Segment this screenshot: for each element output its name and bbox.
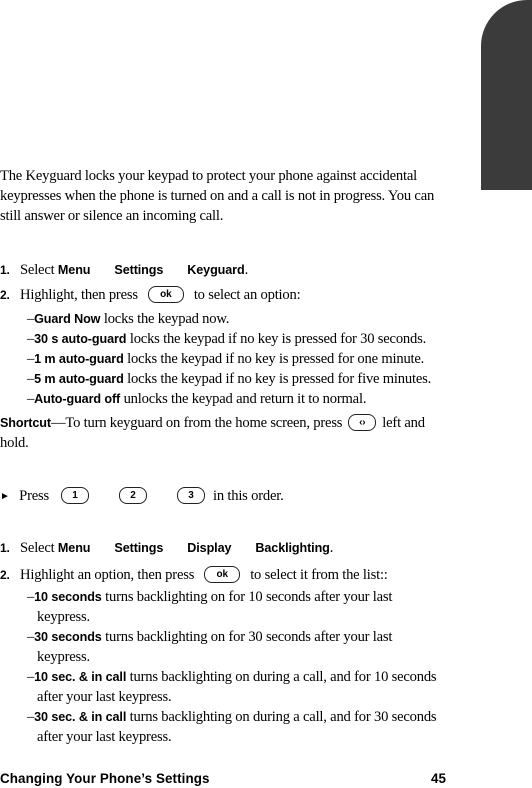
footer-title: Changing Your Phone’s Settings (0, 771, 210, 786)
step-select-backlighting: 1. Select Menu Settings Display Backlighting. (0, 540, 334, 556)
page-number: 45 (431, 771, 447, 786)
step-number: 1. (0, 263, 10, 277)
option-auto-guard-off: –Auto-guard off unlocks the keypad and return it to normal. (27, 391, 367, 407)
option-10-seconds-cont: keypress. (37, 609, 90, 625)
step-highlight: 2. Highlight, then press ok to select an option: (0, 287, 301, 303)
option-10-sec-in-call-cont: after your last keypress. (37, 689, 172, 705)
press-sequence: ► Press 1 2 3 in this order. (0, 488, 284, 504)
option-1m-auto-guard: –1 m auto-guard locks the keypad if no key is pressed for one minute. (27, 351, 425, 367)
ok-key-icon: ok (148, 286, 184, 303)
option-30-seconds-cont: keypress. (37, 649, 90, 665)
shortcut-line-1: Shortcut—To turn keyguard on from the home screen, press ‹› left and (0, 415, 425, 431)
step-highlight-option: 2. Highlight an option, then press ok to select it from the list:: (0, 567, 388, 583)
intro-line-3: still answer or silence an incoming call. (0, 208, 224, 224)
intro-line-2: keypresses when the phone is turned on and a call is not in progress. You can (0, 188, 435, 204)
menu-path-item: Settings (114, 263, 164, 277)
nav-key-icon: ‹› (348, 414, 376, 431)
option-30s-auto-guard: –30 s auto-guard locks the keypad if no key is pressed for 30 seconds. (27, 331, 427, 347)
chapter-tab (481, 0, 532, 190)
step-number: 1. (0, 541, 10, 555)
step-number: 2. (0, 288, 10, 302)
option-guard-now: –Guard Now locks the keypad now. (27, 311, 230, 327)
menu-path-item: Menu (57, 263, 91, 277)
key-3-icon: 3 (177, 487, 205, 504)
key-2-icon: 2 (119, 487, 147, 504)
arrow-bullet-icon: ► (0, 491, 10, 502)
shortcut-line-2: hold. (0, 435, 29, 451)
option-30-sec-in-call-cont: after your last keypress. (37, 729, 172, 745)
option-30-seconds: –30 seconds turns backlighting on for 30 seconds after your last (27, 629, 393, 645)
shortcut-label: Shortcut (0, 416, 51, 430)
ok-key-icon: ok (204, 566, 240, 583)
option-10-sec-in-call: –10 sec. & in call turns backlighting on during a call, and for 10 seconds (27, 669, 437, 685)
step-select-keyguard: 1. Select Menu Settings Keyguard. (0, 262, 249, 278)
intro-line-1: The Keyguard locks your keypad to protect your phone against accidental (0, 168, 417, 184)
key-1-icon: 1 (61, 487, 89, 504)
option-5m-auto-guard: –5 m auto-guard locks the keypad if no key is pressed for five minutes. (27, 371, 432, 387)
menu-path-item: Keyguard (187, 263, 245, 277)
option-30-sec-in-call: –30 sec. & in call turns backlighting on during a call, and for 30 seconds (27, 709, 437, 725)
option-10-seconds: –10 seconds turns backlighting on for 10 seconds after your last (27, 589, 393, 605)
step-number: 2. (0, 568, 10, 582)
